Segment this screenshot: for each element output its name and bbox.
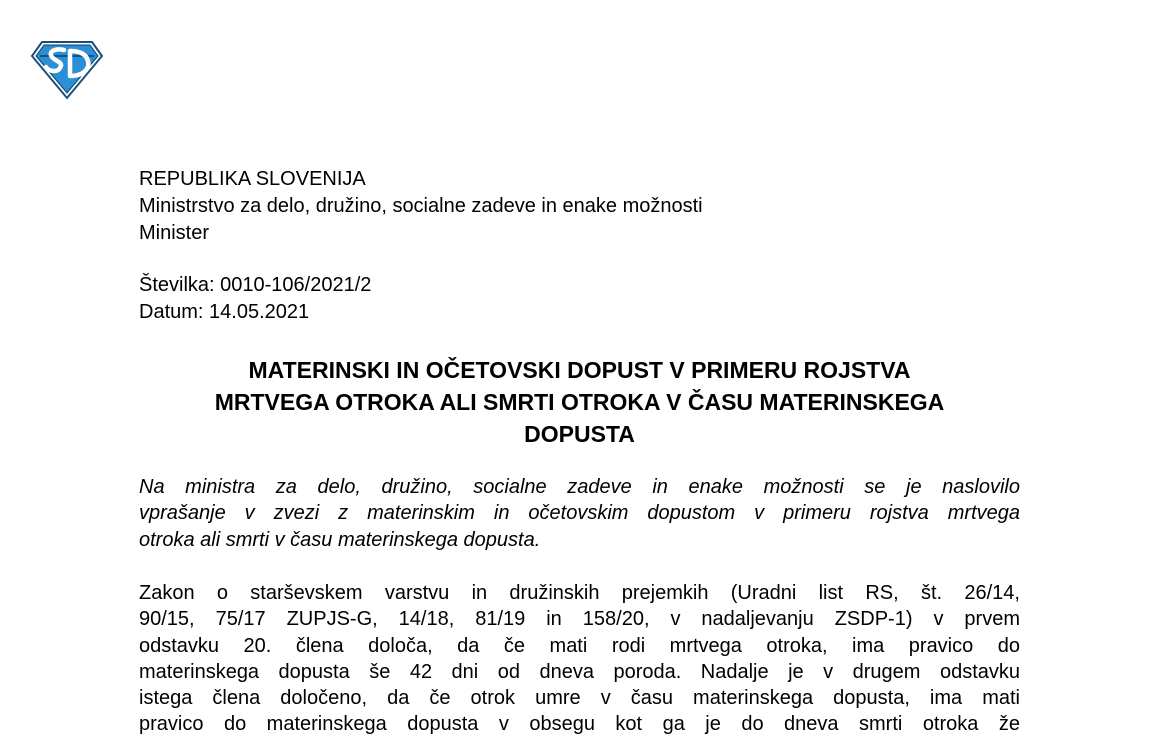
country-name: REPUBLIKA SLOVENIJA [139, 168, 366, 190]
intro-line: vprašanje v zvezi z materinskim in očetovskim dopustom v primeru rojstva mrtvega [139, 502, 1020, 525]
sender-role: Minister [139, 222, 210, 244]
title-line: MRTVEGA OTROKA ALI SMRTI OTROKA V ČASU MATERINSKEGA [214, 389, 945, 415]
title-line: DOPUSTA [524, 421, 635, 447]
document-title [139, 354, 1157, 450]
body-paragraph [139, 580, 1020, 738]
intro-line: Na ministra za delo, družino, socialne zadeve in enake možnosti se je naslovilo [139, 476, 1020, 498]
document-number: Številka: 0010-106/2021/2 [139, 274, 372, 296]
paragraph-line: 90/15, 75/17 ZUPJS-G, 14/18, 81/19 in 158/20, v nadaljevanju ZSDP-1) v prvem [139, 608, 1020, 631]
letter-header [139, 166, 703, 247]
document-date: Datum: 14.05.2021 [139, 301, 310, 323]
paragraph-line: Zakon o starševskem varstvu in družinskih prejemkih (Uradni list RS, št. 26/14, [139, 582, 1020, 604]
paragraph-line: pravico do materinskega dopusta v obsegu kot ga je do dneva smrti otroka že [139, 713, 1020, 736]
title-line: MATERINSKI IN OČETOVSKI DOPUST V PRIMERU ROJSTVA [248, 357, 911, 383]
paragraph-line: materinskega dopusta še 42 dni od dneva poroda. Nadalje je v drugem odstavku [139, 660, 1020, 683]
sd-diamond-logo-icon [30, 40, 104, 100]
paragraph-line: istega člena določeno, da če otrok umre v času materinskega dopusta, ima mati [139, 687, 1020, 710]
intro-line: otroka ali smrti v času materinskega dopusta. [139, 528, 541, 551]
intro-paragraph [139, 474, 1020, 553]
ministry-name: Ministrstvo za delo, družino, socialne zadeve in enake možnosti [139, 195, 703, 217]
sd-logo [30, 40, 104, 100]
paragraph-line: odstavku 20. člena določa, da če mati rodi mrtvega otroka, ima pravico do [139, 634, 1020, 657]
document-meta [139, 272, 371, 326]
